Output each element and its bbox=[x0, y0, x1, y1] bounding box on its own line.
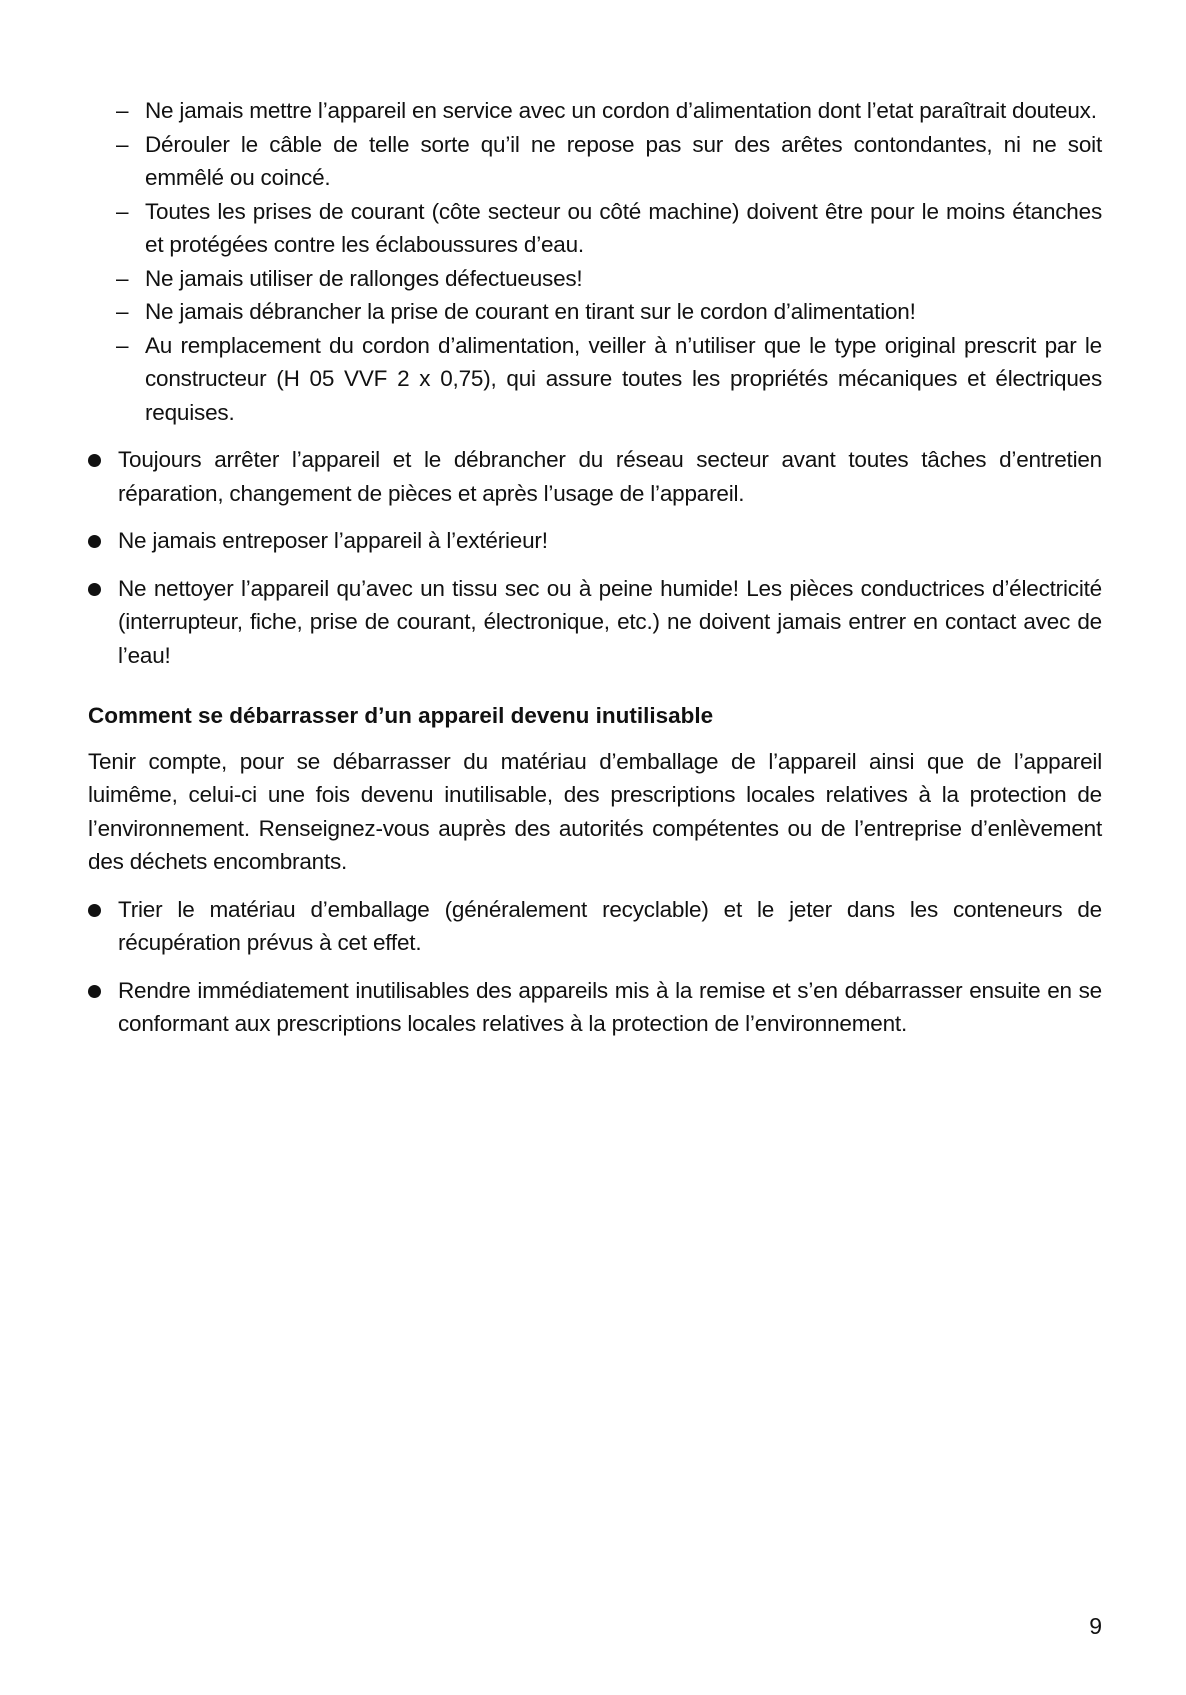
disposal-heading: Comment se débarrasser d’un appareil devenu inutilisable bbox=[88, 703, 714, 728]
document-page bbox=[88, 94, 1102, 1041]
dash-item: – Ne jamais débrancher la prise de courant en tirant sur le cordon d’alimentation! bbox=[145, 295, 1102, 329]
bullet-item bbox=[118, 524, 1102, 558]
dash-item: – Au remplacement du cordon d’alimentation, veiller à n’utiliser que le type original prescrit par le constructeur (H 05 VVF 2 x 0,75), qui assure toutes les propriétés mécaniques et électriques requises. bbox=[145, 329, 1102, 430]
cord-safety-list bbox=[88, 94, 1102, 429]
bullet-dot-icon bbox=[88, 904, 101, 917]
bullet-dot-icon bbox=[88, 583, 101, 596]
bullet-item bbox=[118, 893, 1102, 960]
dash-item: – Toutes les prises de courant (côte secteur ou côté machine) doivent être pour le moins étanches et protégées contre les éclaboussures d’eau. bbox=[145, 195, 1102, 262]
bullet-text: Toujours arrêter l’appareil et le débrancher du réseau secteur avant toutes tâches d’entretien réparation, changement de pièces et après l’usage de l’appareil. bbox=[118, 447, 1102, 506]
bullet-dot-icon bbox=[88, 535, 101, 548]
bullet-text: Rendre immédiatement inutilisables des appareils mis à la remise et s’en débarrasser ensuite en se conformant aux prescriptions locales relatives à la protection de l’environnement. bbox=[118, 977, 1102, 1036]
bullet-text: Trier le matériau d’emballage (généralement recyclable) et le jeter dans les conteneurs de récupération prévus à cet effet. bbox=[118, 896, 1102, 955]
bullet-item bbox=[118, 572, 1102, 673]
bullet-text: Ne jamais entreposer l’appareil à l’extérieur! bbox=[118, 528, 548, 553]
disposal-intro: Tenir compte, pour se débarrasser du matériau d’emballage de l’appareil ainsi que de l’appareil luimême, celui-ci une fois devenu inutilisable, des prescriptions locales relatives à la protection de l’environnement. Renseignez-vous auprès des autorités compétentes ou de l’entreprise d’enlèvement des déchets encombrants. bbox=[88, 748, 1102, 874]
bullet-item bbox=[118, 974, 1102, 1041]
bullet-dot-icon bbox=[88, 454, 101, 467]
bullet-text: Ne nettoyer l’appareil qu’avec un tissu sec ou à peine humide! Les pièces conductrices d’électricité (interrupteur, fiche, prise de courant, électronique, etc.) ne doivent jamais entrer en contact avec de l’eau! bbox=[118, 575, 1102, 668]
dash-item: – Ne jamais utiliser de rallonges défectueuses! bbox=[145, 262, 1102, 296]
dash-item: – Dérouler le câble de telle sorte qu’il ne repose pas sur des arêtes contondantes, ni ne soit emmêlé ou coincé. bbox=[145, 128, 1102, 195]
disposal-bullet-list bbox=[88, 893, 1102, 1041]
dash-item: – Ne jamais mettre l’appareil en service avec un cordon d’alimentation dont l’etat paraîtrait douteux. bbox=[145, 94, 1102, 128]
safety-bullet-list bbox=[88, 443, 1102, 672]
page-number: 9 bbox=[1089, 1613, 1102, 1639]
bullet-item bbox=[118, 443, 1102, 510]
bullet-dot-icon bbox=[88, 985, 101, 998]
